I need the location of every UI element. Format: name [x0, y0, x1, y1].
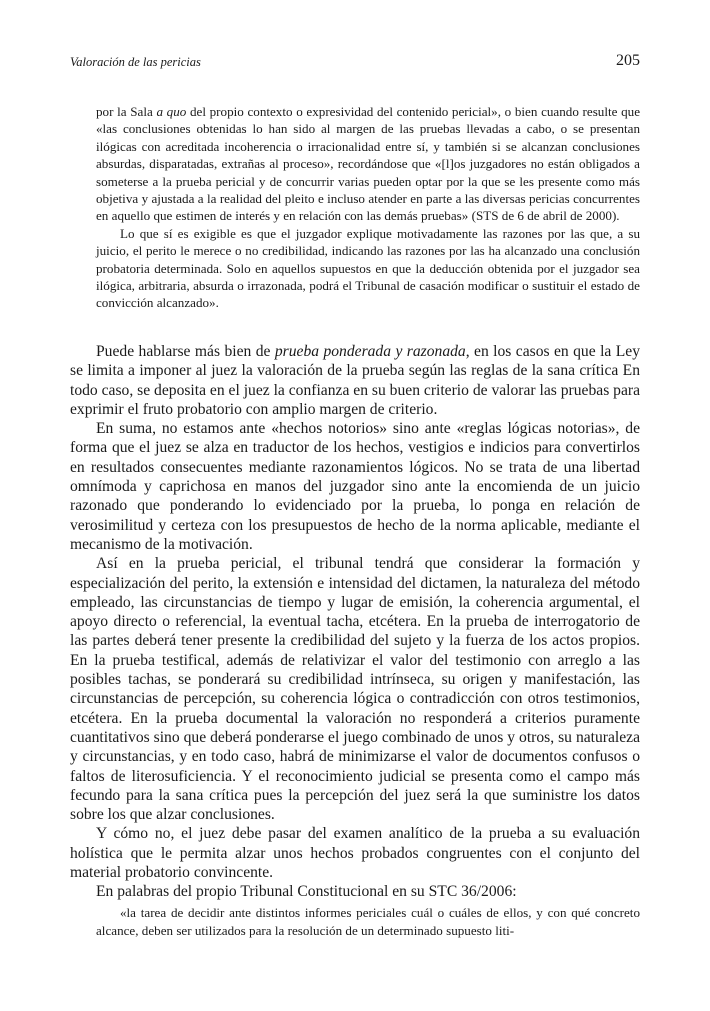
body-paragraph-1: Puede hablarse más bien de prueba ponderada y razonada, en los casos en que la Ley se limita a imponer al juez la valoración de la prueba según las reglas de la sana crítica En todo caso, se deposita en el juez la confianza en su buen criterio de valorar las pruebas para exprimir el fruto probatorio con amplio margen de criterio. — [70, 343, 640, 418]
body-text — [70, 342, 640, 902]
closing-quote-paragraph: «la tarea de decidir ante distintos informes periciales cuál o cuáles de ellos, y con qué concreto alcance, deben ser utilizados para la resolución de un determinado supuesto liti- — [96, 905, 640, 938]
running-title: Valoración de las pericias — [70, 55, 201, 69]
closing-quote-block — [96, 904, 640, 940]
quote-paragraph-2: Lo que sí es exigible es que el juzgador explique motivadamente las razones por las que, a su juicio, el perito le merece o no credibilidad, indicando las razones por las ha alcanzado una conclusión probatoria determinada. Solo en aquellos supuestos en que la deducción obtenida por el juzgador sea ilógica, arbitraria, absurda o irrazonada, podrá el Tribunal de casación modificar o sustituir el estado de convicción alcanzado». — [96, 225, 640, 311]
body-paragraph-2: En suma, no estamos ante «hechos notorios» sino ante «reglas lógicas notorias», de forma que el juez se alza en traductor de los hechos, vestigios e indicios para convertirlos en resultados consecuentes mediante razonamientos lógicos. No se trata de una libertad omnímoda y caprichosa en manos del juzgador sino ante la encomienda de un juicio razonado que ponderando lo evidenciado por la prueba, lo ponga en relación de verosimilitud y certeza con los presupuestos de hecho de la norma aplicable, mediante el mecanismo de la motivación. — [70, 420, 640, 553]
quote-block — [96, 103, 640, 312]
body-paragraph-4: Y cómo no, el juez debe pasar del examen analítico de la prueba a su evaluación holística que le permita alzar unos hechos probados congruentes con el conjunto del material probatorio convincente. — [70, 825, 640, 882]
italic-term: prueba ponderada y razonada — [274, 343, 466, 360]
page-number: 205 — [616, 52, 640, 69]
body-paragraph-5: En palabras del propio Tribunal Constitucional en su STC 36/2006: — [96, 883, 517, 901]
quote-paragraph-1: por la Sala a quo del propio contexto o expresividad del contenido pericial», o bien cuando resulte que «las conclusiones obtenidas lo han sido al margen de las pruebas llevadas a cabo, o se presentan ilógicas con acreditada incoherencia o irracionalidad entre sí, y también si se alcanzan conclusiones absurdas, disparatadas, extrañas al proceso», recordándose que «[l]os juzgadores no están obligados a someterse a la prueba pericial y de concurrir varias pueden optar por la que se les presente como más objetiva y ajustada a la realidad del pleito e incluso atender en parte a las diversas pericias concurrentes en aquello que estimen de interés y en relación con las demás pruebas» (STS de 6 de abril de 2000). — [96, 104, 640, 224]
italic-term: a quo — [156, 104, 187, 119]
body-paragraph-3: Así en la prueba pericial, el tribunal tendrá que considerar la formación y especialización del perito, la extensión e intensidad del dictamen, la naturaleza del método empleado, las circunstancias de tiempo y lugar de emisión, la coherencia argumental, el apoyo directo o referencial, la eventual tacha, etcétera. En la prueba de interrogatorio de las partes deberá tener presente la credibilidad del sujeto y la fuerza de los actos propios. En la prueba testifical, además de relativizar el valor del testimonio con arreglo a las posibles tachas, se ponderará su credibilidad intrínseca, su origen y manifestación, las circunstancias de percepción, su coherencia lógica o contradicción con otros testimonios, etcétera. En la prueba documental la valoración no responderá a criterios puramente cuantitativos sino que deberá ponderarse el juego combinado de unos y otros, su naturaleza y circunstancias, y en todo caso, habrá de minimizarse el valor de documentos confusos o faltos de literosuficiencia. Y el reconocimiento judicial se presenta como el campo más fecundo para la sana crítica pues la percepción del juez será la que suministre los datos sobre los que alzar conclusiones. — [70, 555, 640, 824]
